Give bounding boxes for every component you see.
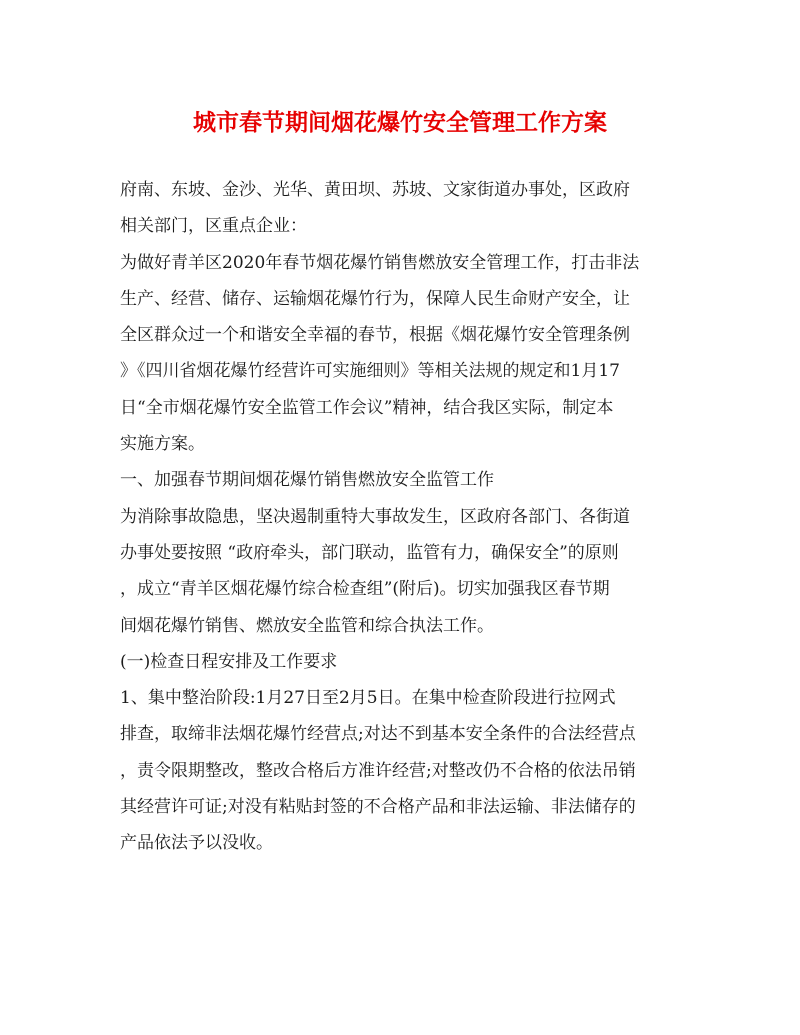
document-title: 城市春节期间烟花爆竹安全管理工作方案 xyxy=(193,109,607,136)
body-line: 间烟花爆竹销售、燃放安全监管和综合执法工作。 xyxy=(120,615,494,636)
body-line: ，成立“青羊区烟花爆竹综合检查组”(附后)。切实加强我区春节期 xyxy=(120,579,610,600)
body-line: 全区群众过一个和谐安全幸福的春节，根据《烟花爆竹安全管理条例 xyxy=(120,325,630,346)
body-line: 为做好青羊区2020年春节烟花爆竹销售燃放安全管理工作，打击非法 xyxy=(120,252,640,273)
section-heading: 一、加强春节期间烟花爆竹销售燃放安全监管工作 xyxy=(120,470,494,491)
body-line: 产品依法予以没收。 xyxy=(120,833,273,854)
body-line: 办事处要按照 “政府牵头，部门联动，监管有力，确保安全”的原则 xyxy=(120,542,619,563)
body-line: 相关部门，区重点企业： xyxy=(120,216,307,237)
body-line: 其经营许可证;对没有粘贴封签的不合格产品和非法运输、非法储存的 xyxy=(120,797,636,818)
body-line: 生产、经营、储存、运输烟花爆竹行为，保障人民生命财产安全，让 xyxy=(120,288,630,309)
body-line: ，责令限期整改，整改合格后方准许经营;对整改仍不合格的依法吊销 xyxy=(120,760,636,781)
body-line: 》《四川省烟花爆竹经营许可实施细则》等相关法规的规定和1月17 xyxy=(120,361,620,382)
body-line: 日“全市烟花爆竹安全监管工作会议”精神，结合我区实际，制定本 xyxy=(120,397,614,418)
body-line: 实施方案。 xyxy=(120,434,205,455)
document-body xyxy=(120,172,690,862)
subsection-heading: (一)检查日程安排及工作要求 xyxy=(120,651,338,672)
body-line: 1、集中整治阶段:1月27日至2月5日。在集中检查阶段进行拉网式 xyxy=(120,688,616,709)
body-line: 排查，取缔非法烟花爆竹经营点;对达不到基本安全条件的合法经营点 xyxy=(120,724,636,745)
body-line: 府南、东坡、金沙、光华、黄田坝、苏坡、文家街道办事处，区政府 xyxy=(120,180,630,200)
body-line: 为消除事故隐患，坚决遏制重特大事故发生，区政府各部门、各街道 xyxy=(120,506,630,527)
